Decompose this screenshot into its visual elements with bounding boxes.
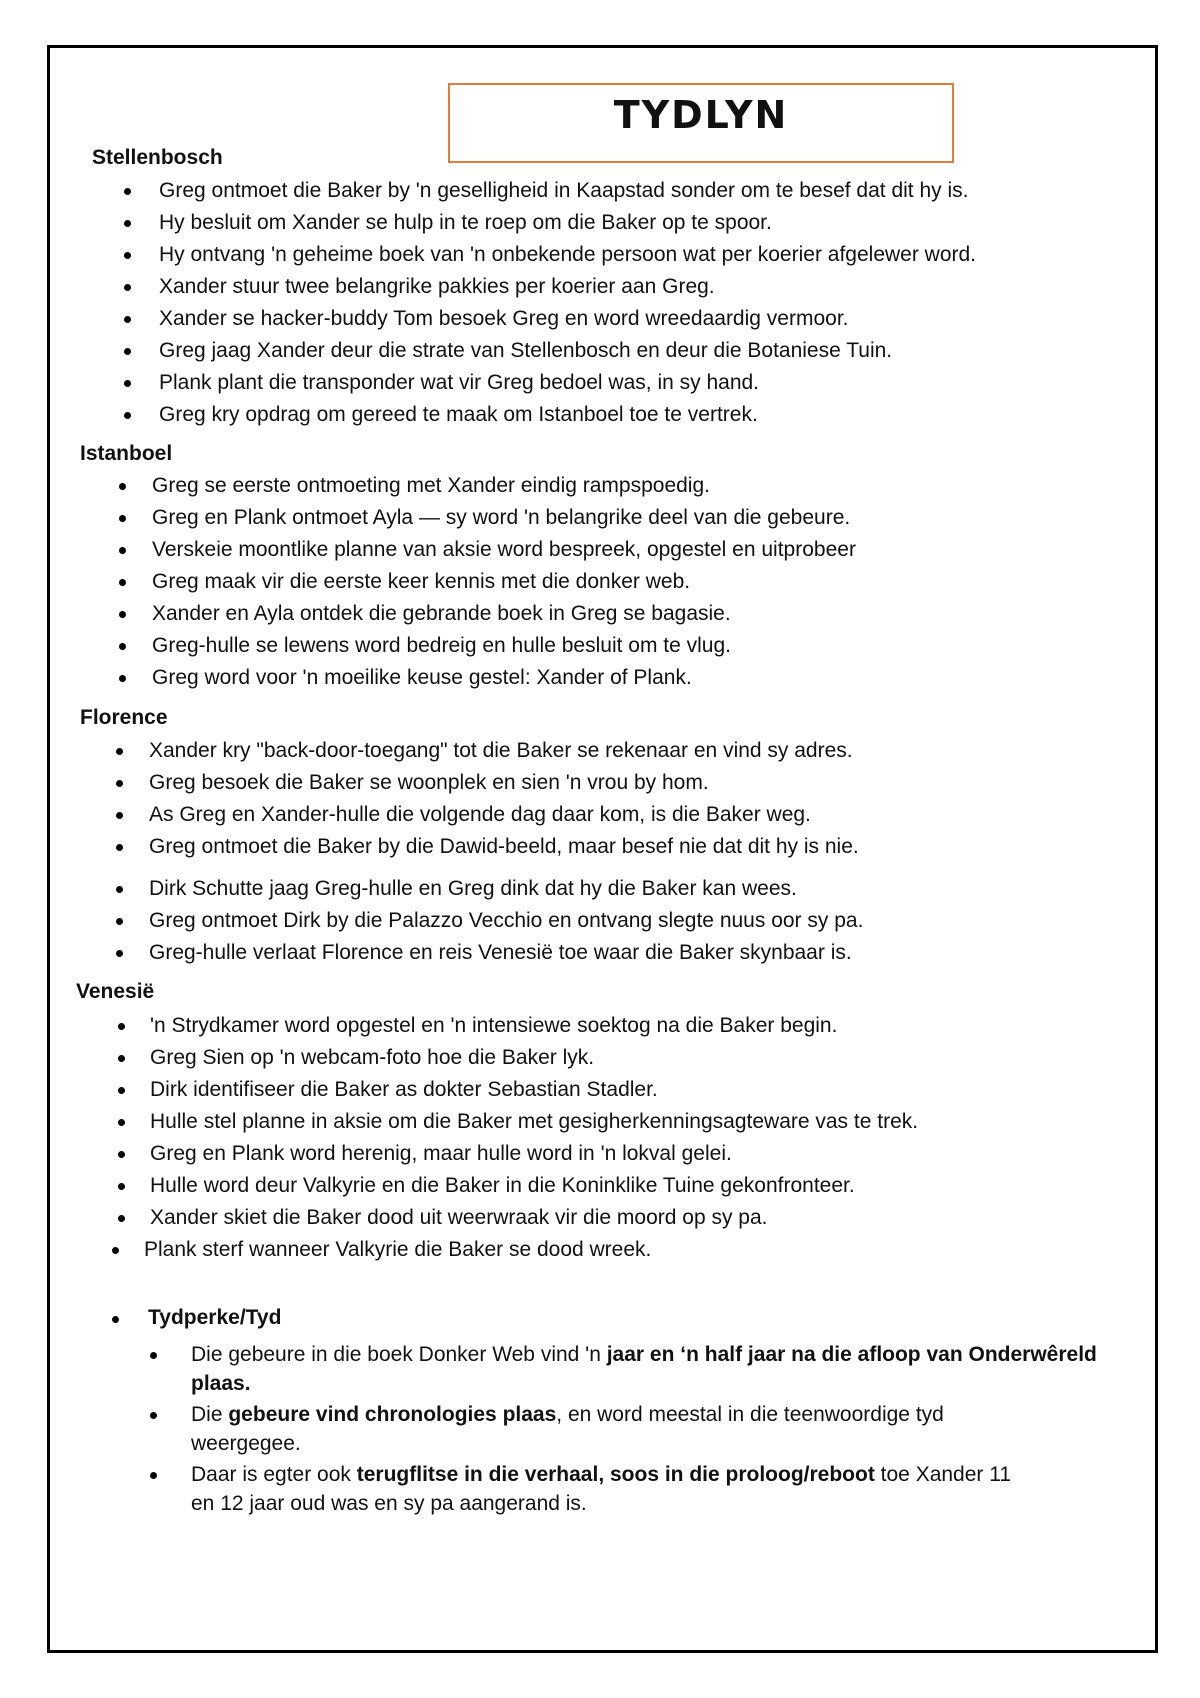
item-text-bold: jaar en ‘n half jaar na die afloop van Onderwêreld plaas. (191, 1343, 1097, 1395)
list-item: Greg maak vir die eerste keer kennis met die donker web. (119, 566, 856, 598)
page-title: TYDLYN (613, 93, 789, 137)
florence-list (116, 735, 863, 969)
list-item: Greg-hulle se lewens word bedreig en hulle besluit om te vlug. (119, 630, 856, 662)
list-item: Dirk Schutte jaag Greg-hulle en Greg dink dat hy die Baker kan wees. (116, 873, 863, 905)
tydperke-heading: Tydperke/Tyd (112, 1306, 281, 1330)
list-item: Greg en Plank ontmoet Ayla — sy word 'n belangrike deel van die gebeure. (119, 502, 856, 534)
list-item: Plank sterf wanneer Valkyrie die Baker se dood wreek. (112, 1234, 918, 1266)
item-text: , en word meestal in die teenwoordige tyd weergegee. (191, 1403, 944, 1455)
list-item: Greg Sien op 'n webcam-foto hoe die Baker lyk. (118, 1042, 918, 1074)
list-item: Dirk identifiseer die Baker as dokter Sebastian Stadler. (118, 1074, 918, 1106)
list-item: Greg ontmoet die Baker by 'n geselligheid in Kaapstad sonder om te besef dat dit hy is. (124, 175, 976, 207)
item-text-bold: gebeure vind chronologies plaas (228, 1403, 557, 1426)
list-item: Hy besluit om Xander se hulp in te roep om die Baker op te spoor. (124, 207, 976, 239)
list-item: Hulle stel planne in aksie om die Baker met gesigherkenningsagteware vas te trek. (118, 1106, 918, 1138)
list-item: 'n Strydkamer word opgestel en 'n intensiewe soektog na die Baker begin. (118, 1010, 918, 1042)
list-item: Greg jaag Xander deur die strate van Stellenbosch en deur die Botaniese Tuin. (124, 335, 976, 367)
tydperke-item (150, 1400, 991, 1458)
section-heading-stellenbosch: Stellenbosch (92, 146, 223, 169)
item-text: Daar is egter ook (191, 1463, 357, 1486)
list-item: Greg word voor 'n moeilike keuse gestel: Xander of Plank. (119, 662, 856, 694)
section-heading-venesie: Venesië (76, 980, 155, 1003)
item-text: Die (191, 1403, 229, 1426)
list-item: Greg-hulle verlaat Florence en reis Venesië toe waar die Baker skynbaar is. (116, 937, 863, 969)
item-text: toe Xander 11 en 12 jaar oud was en sy pa aangerand is. (191, 1463, 1012, 1515)
item-text: Die gebeure in die boek Donker Web vind 'n (191, 1343, 607, 1366)
stellenbosch-list (124, 175, 976, 431)
istanboel-list (119, 470, 856, 694)
list-item: Hy ontvang 'n geheime boek van 'n onbekende persoon wat per koerier afgelewer word. (124, 239, 976, 271)
list-item: Greg se eerste ontmoeting met Xander eindig rampspoedig. (119, 470, 856, 502)
list-item: Greg besoek die Baker se woonplek en sien 'n vrou by hom. (116, 767, 863, 799)
title-box (448, 83, 954, 163)
list-item: As Greg en Xander-hulle die volgende dag daar kom, is die Baker weg. (116, 799, 863, 831)
section-heading-istanboel: Istanboel (80, 442, 173, 465)
list-item: Greg ontmoet Dirk by die Palazzo Vecchio en ontvang slegte nuus oor sy pa. (116, 905, 863, 937)
venesie-list (118, 1010, 918, 1266)
list-item: Xander kry "back-door-toegang" tot die Baker se rekenaar en vind sy adres. (116, 735, 863, 767)
list-item: Xander en Ayla ontdek die gebrande boek in Greg se bagasie. (119, 598, 856, 630)
list-item: Greg ontmoet die Baker by die Dawid-beeld, maar besef nie dat dit hy is nie. (116, 831, 863, 863)
list-item: Verskeie moontlike planne van aksie word bespreek, opgestel en uitprobeer (119, 534, 856, 566)
list-item: Plank plant die transponder wat vir Greg bedoel was, in sy hand. (124, 367, 976, 399)
list-item: Xander stuur twee belangrike pakkies per koerier aan Greg. (124, 271, 976, 303)
tydperke-list (150, 1340, 1100, 1520)
list-item: Hulle word deur Valkyrie en die Baker in die Koninklike Tuine gekonfronteer. (118, 1170, 918, 1202)
section-heading-florence: Florence (80, 706, 168, 729)
item-text-bold: terugflitse in die verhaal, soos in die proloog/reboot (356, 1463, 875, 1486)
list-item: Greg kry opdrag om gereed te maak om Istanboel toe te vertrek. (124, 399, 976, 431)
tydperke-item (150, 1460, 1031, 1518)
list-item: Xander skiet die Baker dood uit weerwraak vir die moord op sy pa. (118, 1202, 918, 1234)
list-item: Greg en Plank word herenig, maar hulle word in 'n lokval gelei. (118, 1138, 918, 1170)
list-item: Xander se hacker-buddy Tom besoek Greg en word wreedaardig vermoor. (124, 303, 976, 335)
tydperke-item (150, 1340, 1100, 1398)
